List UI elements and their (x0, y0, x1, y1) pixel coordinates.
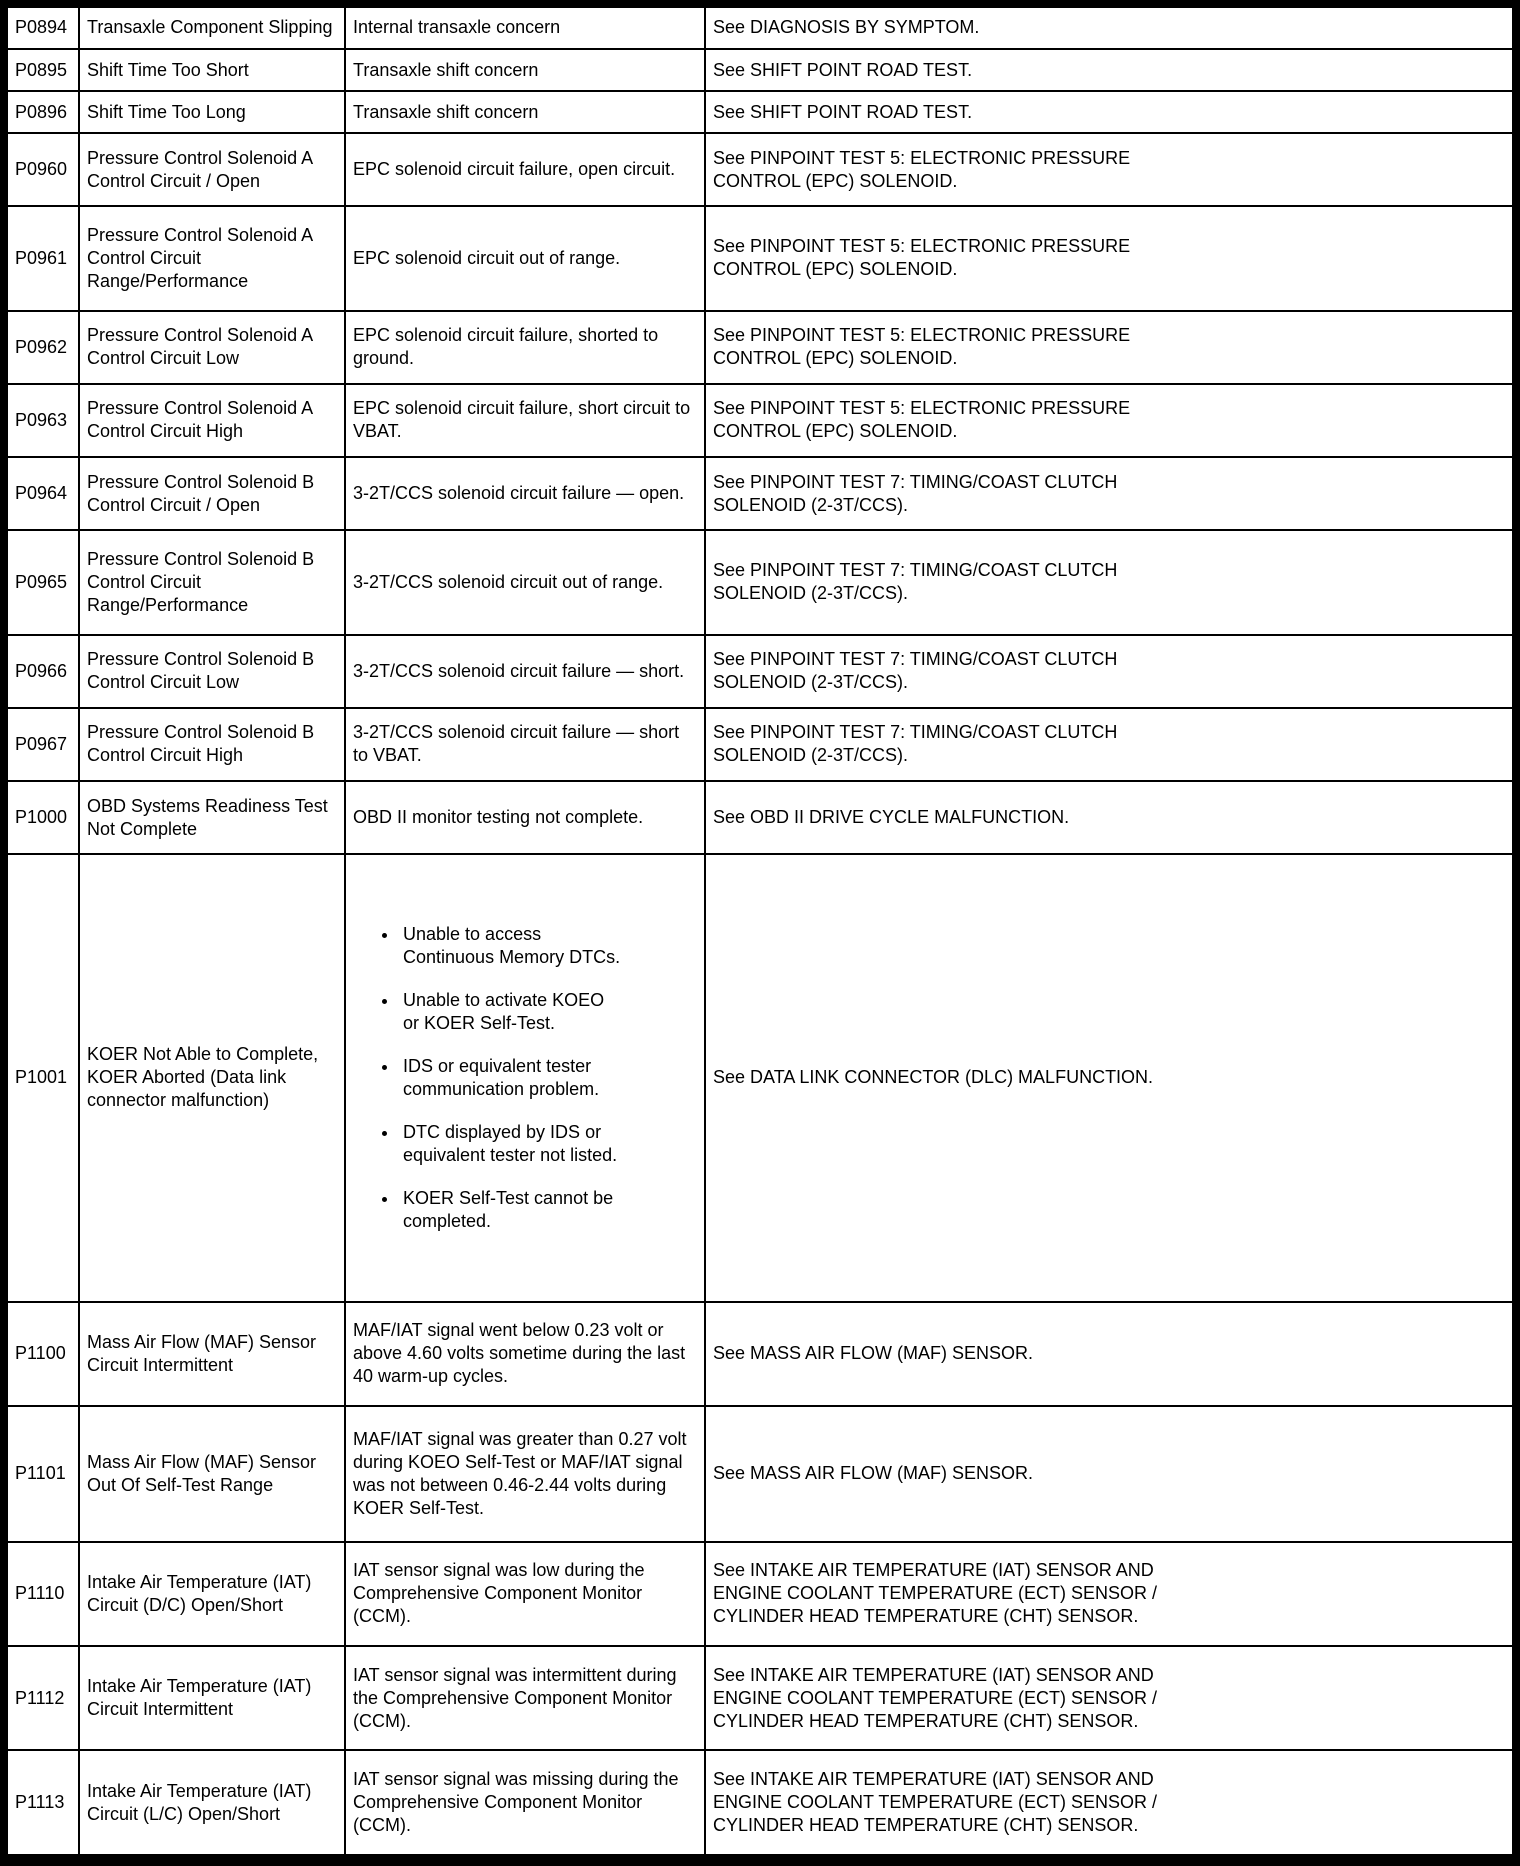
dtc-description-cell: Intake Air Temperature (IAT) Circuit (D/C) Open/Short (79, 1542, 345, 1646)
dtc-code-cell: P0965 (7, 530, 79, 634)
dtc-code-cell: P0894 (7, 7, 79, 49)
dtc-action-text: See PINPOINT TEST 5: ELECTRONIC PRESSURE CONTROL (EPC) SOLENOID. (713, 398, 1131, 442)
dtc-description-cell: Mass Air Flow (MAF) Sensor Out Of Self-Test Range (79, 1406, 345, 1542)
table-row (7, 1542, 1513, 1646)
dtc-action-text: See OBD II DRIVE CYCLE MALFUNCTION. (713, 807, 1070, 828)
dtc-table (6, 6, 1514, 1856)
dtc-action-cell (705, 7, 1513, 49)
dtc-code-cell: P1101 (7, 1406, 79, 1542)
dtc-code-cell: P0963 (7, 384, 79, 457)
dtc-code-cell: P0895 (7, 49, 79, 91)
dtc-code-cell: P0964 (7, 457, 79, 530)
dtc-action-text: See PINPOINT TEST 5: ELECTRONIC PRESSURE CONTROL (EPC) SOLENOID. (713, 325, 1131, 369)
dtc-action-text: See INTAKE AIR TEMPERATURE (IAT) SENSOR AND ENGINE COOLANT TEMPERATURE (ECT) SENSOR / CYLINDER HEAD TEMPERATURE (CHT) SENSOR. (713, 1560, 1158, 1627)
dtc-action-text: See PINPOINT TEST 7: TIMING/COAST CLUTCH SOLENOID (2-3T/CCS). (713, 471, 1118, 515)
dtc-description-cell: Pressure Control Solenoid B Control Circuit Low (79, 635, 345, 708)
dtc-code-cell: P1110 (7, 1542, 79, 1646)
dtc-action-cell (705, 91, 1513, 133)
table-row (7, 530, 1513, 634)
dtc-description-cell: Pressure Control Solenoid B Control Circuit Range/Performance (79, 530, 345, 634)
dtc-action-text: See PINPOINT TEST 7: TIMING/COAST CLUTCH SOLENOID (2-3T/CCS). (713, 560, 1118, 604)
table-row (7, 7, 1513, 49)
dtc-action-text: See SHIFT POINT ROAD TEST. (713, 101, 973, 122)
dtc-code-cell: P1112 (7, 1646, 79, 1750)
dtc-action-text: See DIAGNOSIS BY SYMPTOM. (713, 17, 980, 38)
dtc-description-cell: OBD Systems Readiness Test Not Complete (79, 781, 345, 854)
dtc-action-cell (705, 49, 1513, 91)
dtc-condition-cell (345, 854, 705, 1301)
dtc-code-cell: P0896 (7, 91, 79, 133)
dtc-action-cell (705, 781, 1513, 854)
dtc-code-cell: P0960 (7, 133, 79, 206)
dtc-condition-cell: IAT sensor signal was missing during the Comprehensive Component Monitor (CCM). (345, 1750, 705, 1855)
dtc-condition-cell: Transaxle shift concern (345, 49, 705, 91)
dtc-description-cell: Transaxle Component Slipping (79, 7, 345, 49)
dtc-code-cell: P0962 (7, 311, 79, 384)
dtc-description-cell: Pressure Control Solenoid A Control Circuit Range/Performance (79, 206, 345, 310)
dtc-condition-cell: OBD II monitor testing not complete. (345, 781, 705, 854)
table-row (7, 91, 1513, 133)
table-row (7, 384, 1513, 457)
dtc-table-body (7, 7, 1513, 1855)
table-row (7, 133, 1513, 206)
table-row (7, 206, 1513, 310)
table-row (7, 854, 1513, 1301)
dtc-code-cell: P1000 (7, 781, 79, 854)
dtc-action-text: See INTAKE AIR TEMPERATURE (IAT) SENSOR AND ENGINE COOLANT TEMPERATURE (ECT) SENSOR / CYLINDER HEAD TEMPERATURE (CHT) SENSOR. (713, 1664, 1158, 1731)
table-row (7, 457, 1513, 530)
condition-bullet-list (353, 923, 697, 1233)
table-row (7, 1406, 1513, 1542)
dtc-condition-cell: EPC solenoid circuit failure, short circuit to VBAT. (345, 384, 705, 457)
dtc-action-cell (705, 1542, 1513, 1646)
dtc-code-cell: P0967 (7, 708, 79, 781)
condition-bullet-item: • Unable to access Continuous Memory DTCs. (399, 923, 625, 969)
dtc-condition-cell: 3-2T/CCS solenoid circuit failure — short to VBAT. (345, 708, 705, 781)
dtc-condition-cell: Transaxle shift concern (345, 91, 705, 133)
dtc-code-cell: P1100 (7, 1302, 79, 1406)
dtc-action-text: See INTAKE AIR TEMPERATURE (IAT) SENSOR AND ENGINE COOLANT TEMPERATURE (ECT) SENSOR / CYLINDER HEAD TEMPERATURE (CHT) SENSOR. (713, 1769, 1158, 1836)
condition-bullet-item: • IDS or equivalent tester communication problem. (399, 1055, 625, 1101)
dtc-description-cell: KOER Not Able to Complete, KOER Aborted (Data link connector malfunction) (79, 854, 345, 1301)
dtc-condition-cell: MAF/IAT signal was greater than 0.27 volt during KOEO Self-Test or MAF/IAT signal was not between 0.46-2.44 volts during KOER Self-Test. (345, 1406, 705, 1542)
table-row (7, 311, 1513, 384)
dtc-description-cell: Intake Air Temperature (IAT) Circuit (L/C) Open/Short (79, 1750, 345, 1855)
dtc-action-cell (705, 1750, 1513, 1855)
dtc-action-cell (705, 635, 1513, 708)
dtc-action-cell (705, 1302, 1513, 1406)
dtc-condition-cell: EPC solenoid circuit out of range. (345, 206, 705, 310)
dtc-description-cell: Shift Time Too Long (79, 91, 345, 133)
condition-bullet-item: • KOER Self-Test cannot be completed. (399, 1187, 625, 1233)
dtc-action-text: See MASS AIR FLOW (MAF) SENSOR. (713, 1343, 1034, 1364)
dtc-description-cell: Mass Air Flow (MAF) Sensor Circuit Intermittent (79, 1302, 345, 1406)
dtc-description-cell: Pressure Control Solenoid A Control Circuit / Open (79, 133, 345, 206)
dtc-condition-cell: MAF/IAT signal went below 0.23 volt or above 4.60 volts sometime during the last 40 warm-up cycles. (345, 1302, 705, 1406)
dtc-condition-cell: 3-2T/CCS solenoid circuit out of range. (345, 530, 705, 634)
dtc-code-cell: P0966 (7, 635, 79, 708)
dtc-action-cell (705, 1646, 1513, 1750)
dtc-code-cell: P1001 (7, 854, 79, 1301)
dtc-action-cell (705, 133, 1513, 206)
dtc-action-cell (705, 854, 1513, 1301)
table-row (7, 1302, 1513, 1406)
table-row (7, 1750, 1513, 1855)
dtc-action-cell (705, 311, 1513, 384)
dtc-action-text: See SHIFT POINT ROAD TEST. (713, 59, 973, 80)
dtc-action-text: See PINPOINT TEST 5: ELECTRONIC PRESSURE CONTROL (EPC) SOLENOID. (713, 236, 1131, 280)
dtc-description-cell: Pressure Control Solenoid B Control Circuit High (79, 708, 345, 781)
dtc-condition-cell: EPC solenoid circuit failure, shorted to ground. (345, 311, 705, 384)
dtc-action-text: See PINPOINT TEST 7: TIMING/COAST CLUTCH SOLENOID (2-3T/CCS). (713, 649, 1118, 693)
dtc-condition-cell: IAT sensor signal was intermittent during the Comprehensive Component Monitor (CCM). (345, 1646, 705, 1750)
dtc-action-cell (705, 384, 1513, 457)
dtc-action-text: See PINPOINT TEST 5: ELECTRONIC PRESSURE CONTROL (EPC) SOLENOID. (713, 147, 1131, 191)
dtc-action-text: See PINPOINT TEST 7: TIMING/COAST CLUTCH SOLENOID (2-3T/CCS). (713, 722, 1118, 766)
dtc-description-cell: Pressure Control Solenoid A Control Circuit High (79, 384, 345, 457)
dtc-condition-cell: Internal transaxle concern (345, 7, 705, 49)
dtc-condition-cell: EPC solenoid circuit failure, open circuit. (345, 133, 705, 206)
condition-bullet-item: • DTC displayed by IDS or equivalent tester not listed. (399, 1121, 625, 1167)
dtc-code-cell: P0961 (7, 206, 79, 310)
dtc-action-cell (705, 1406, 1513, 1542)
dtc-action-cell (705, 457, 1513, 530)
table-row (7, 1646, 1513, 1750)
dtc-code-cell: P1113 (7, 1750, 79, 1855)
dtc-action-cell (705, 206, 1513, 310)
table-row (7, 781, 1513, 854)
dtc-condition-cell: 3-2T/CCS solenoid circuit failure — short. (345, 635, 705, 708)
dtc-description-cell: Shift Time Too Short (79, 49, 345, 91)
dtc-action-cell (705, 530, 1513, 634)
dtc-description-cell: Intake Air Temperature (IAT) Circuit Intermittent (79, 1646, 345, 1750)
table-row (7, 708, 1513, 781)
table-row (7, 49, 1513, 91)
dtc-description-cell: Pressure Control Solenoid A Control Circuit Low (79, 311, 345, 384)
dtc-action-cell (705, 708, 1513, 781)
dtc-description-cell: Pressure Control Solenoid B Control Circuit / Open (79, 457, 345, 530)
dtc-action-text: See DATA LINK CONNECTOR (DLC) MALFUNCTION. (713, 1067, 1154, 1088)
dtc-condition-cell: 3-2T/CCS solenoid circuit failure — open. (345, 457, 705, 530)
table-row (7, 635, 1513, 708)
condition-bullet-item: • Unable to activate KOEO or KOER Self-Test. (399, 989, 625, 1035)
dtc-action-text: See MASS AIR FLOW (MAF) SENSOR. (713, 1463, 1034, 1484)
dtc-condition-cell: IAT sensor signal was low during the Comprehensive Component Monitor (CCM). (345, 1542, 705, 1646)
